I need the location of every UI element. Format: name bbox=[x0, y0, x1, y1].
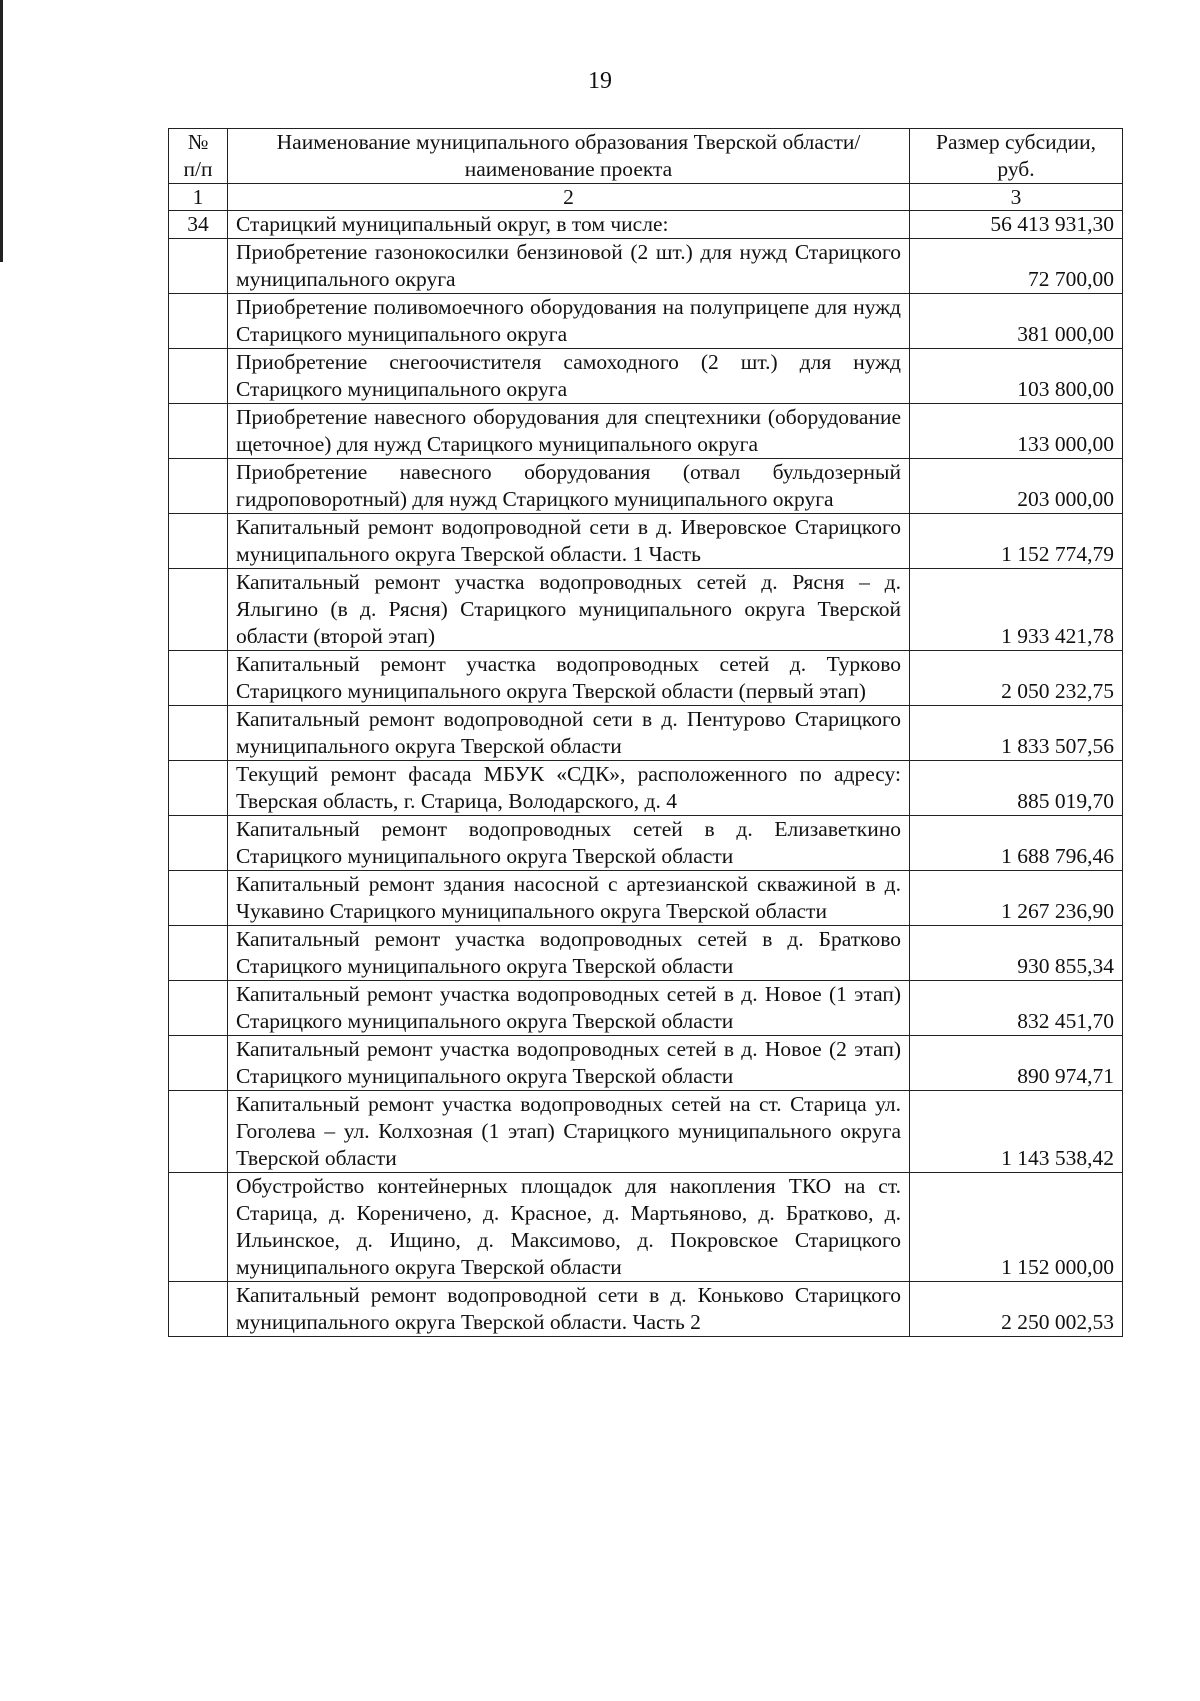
table-row bbox=[169, 981, 1123, 1036]
project-amount: 1 933 421,78 bbox=[910, 569, 1123, 651]
project-amount: 1 267 236,90 bbox=[910, 871, 1123, 926]
project-name: Капитальный ремонт участка водопроводных сетей в д. Братково Старицкого муниципального округа Тверской области bbox=[228, 926, 910, 981]
row-num-cell bbox=[169, 1036, 228, 1091]
project-amount: 2 050 232,75 bbox=[910, 651, 1123, 706]
row-num-cell bbox=[169, 1282, 228, 1337]
project-amount: 832 451,70 bbox=[910, 981, 1123, 1036]
subsidy-table-body bbox=[169, 129, 1123, 1337]
table-row bbox=[169, 349, 1123, 404]
header-num: № п/п bbox=[169, 129, 228, 184]
project-name: Капитальный ремонт участка водопроводных сетей на ст. Старица ул. Гоголева – ул. Колхозная (1 этап) Старицкого муниципального округа Тверской области bbox=[228, 1091, 910, 1173]
table-row bbox=[169, 569, 1123, 651]
project-name: Капитальный ремонт участка водопроводных сетей в д. Новое (2 этап) Старицкого муниципального округа Тверской области bbox=[228, 1036, 910, 1091]
project-name: Приобретение поливомоечного оборудования на полуприцепе для нужд Старицкого муниципального округа bbox=[228, 294, 910, 349]
table-row bbox=[169, 651, 1123, 706]
district-name: Старицкий муниципальный округ, в том числе: bbox=[228, 211, 910, 239]
project-amount: 890 974,71 bbox=[910, 1036, 1123, 1091]
column-index-1: 1 bbox=[169, 184, 228, 211]
project-amount: 2 250 002,53 bbox=[910, 1282, 1123, 1337]
project-amount: 381 000,00 bbox=[910, 294, 1123, 349]
district-row bbox=[169, 211, 1123, 239]
project-name: Капитальный ремонт здания насосной с артезианской скважиной в д. Чукавино Старицкого муниципального округа Тверской области bbox=[228, 871, 910, 926]
column-index-2: 2 bbox=[228, 184, 910, 211]
project-name: Капитальный ремонт водопроводных сетей в д. Елизаветкино Старицкого муниципального округа Тверской области bbox=[228, 816, 910, 871]
column-index-3: 3 bbox=[910, 184, 1123, 211]
table-row bbox=[169, 816, 1123, 871]
header-name: Наименование муниципального образования Тверской области/наименование проекта bbox=[228, 129, 910, 184]
project-amount: 72 700,00 bbox=[910, 239, 1123, 294]
table-row bbox=[169, 871, 1123, 926]
table-row bbox=[169, 294, 1123, 349]
row-num-cell bbox=[169, 651, 228, 706]
table-row bbox=[169, 404, 1123, 459]
row-num-cell bbox=[169, 569, 228, 651]
scan-edge-mark bbox=[0, 0, 3, 262]
project-name: Капитальный ремонт участка водопроводных сетей д. Рясня – д. Ялыгино (в д. Рясня) Старицкого муниципального округа Тверской области (второй этап) bbox=[228, 569, 910, 651]
page-number: 19 bbox=[588, 68, 612, 94]
row-num-cell bbox=[169, 1173, 228, 1282]
project-amount: 1 152 000,00 bbox=[910, 1173, 1123, 1282]
project-amount: 1 688 796,46 bbox=[910, 816, 1123, 871]
table-row bbox=[169, 706, 1123, 761]
project-amount: 203 000,00 bbox=[910, 459, 1123, 514]
project-amount: 885 019,70 bbox=[910, 761, 1123, 816]
project-name: Приобретение навесного оборудования для спецтехники (оборудование щеточное) для нужд Старицкого муниципального округа bbox=[228, 404, 910, 459]
table-header-row bbox=[169, 129, 1123, 184]
table-row bbox=[169, 761, 1123, 816]
row-num-cell bbox=[169, 706, 228, 761]
project-name: Текущий ремонт фасада МБУК «СДК», расположенного по адресу: Тверская область, г. Старица, Володарского, д. 4 bbox=[228, 761, 910, 816]
project-name: Приобретение газонокосилки бензиновой (2 шт.) для нужд Старицкого муниципального округа bbox=[228, 239, 910, 294]
project-name: Приобретение снегоочистителя самоходного (2 шт.) для нужд Старицкого муниципального округа bbox=[228, 349, 910, 404]
row-num-cell bbox=[169, 459, 228, 514]
row-num-cell bbox=[169, 816, 228, 871]
project-amount: 1 143 538,42 bbox=[910, 1091, 1123, 1173]
row-num-cell bbox=[169, 926, 228, 981]
project-name: Капитальный ремонт участка водопроводных сетей в д. Новое (1 этап) Старицкого муниципального округа Тверской области bbox=[228, 981, 910, 1036]
project-name: Обустройство контейнерных площадок для накопления ТКО на ст. Старица, д. Кореничено, д. Красное, д. Мартьяново, д. Братково, д. Ильинское, д. Ищино, д. Максимово, д. Покровское Старицкого муниципального округа Тверской области bbox=[228, 1173, 910, 1282]
table-row bbox=[169, 239, 1123, 294]
project-name: Капитальный ремонт водопроводной сети в д. Коньково Старицкого муниципального округа Тверской области. Часть 2 bbox=[228, 1282, 910, 1337]
project-name: Капитальный ремонт водопроводной сети в д. Пентурово Старицкого муниципального округа Тверской области bbox=[228, 706, 910, 761]
column-index-row bbox=[169, 184, 1123, 211]
header-amount: Размер субсидии, руб. bbox=[910, 129, 1123, 184]
table-row bbox=[169, 1282, 1123, 1337]
row-num-cell bbox=[169, 1091, 228, 1173]
district-num: 34 bbox=[169, 211, 228, 239]
row-num-cell bbox=[169, 404, 228, 459]
table-row bbox=[169, 1091, 1123, 1173]
row-num-cell bbox=[169, 871, 228, 926]
table-row bbox=[169, 514, 1123, 569]
project-amount: 1 833 507,56 bbox=[910, 706, 1123, 761]
project-amount: 1 152 774,79 bbox=[910, 514, 1123, 569]
row-num-cell bbox=[169, 981, 228, 1036]
project-name: Капитальный ремонт участка водопроводных сетей д. Турково Старицкого муниципального округа Тверской области (первый этап) bbox=[228, 651, 910, 706]
project-amount: 930 855,34 bbox=[910, 926, 1123, 981]
project-amount: 103 800,00 bbox=[910, 349, 1123, 404]
row-num-cell bbox=[169, 514, 228, 569]
district-amount: 56 413 931,30 bbox=[910, 211, 1123, 239]
row-num-cell bbox=[169, 294, 228, 349]
table-row bbox=[169, 926, 1123, 981]
project-amount: 133 000,00 bbox=[910, 404, 1123, 459]
row-num-cell bbox=[169, 349, 228, 404]
row-num-cell bbox=[169, 761, 228, 816]
project-name: Капитальный ремонт водопроводной сети в д. Иверовское Старицкого муниципального округа Тверской области. 1 Часть bbox=[228, 514, 910, 569]
row-num-cell bbox=[169, 239, 228, 294]
project-name: Приобретение навесного оборудования (отвал бульдозерный гидроповоротный) для нужд Старицкого муниципального округа bbox=[228, 459, 910, 514]
subsidy-table bbox=[168, 128, 1123, 1337]
table-row bbox=[169, 1173, 1123, 1282]
table-row bbox=[169, 1036, 1123, 1091]
table-row bbox=[169, 459, 1123, 514]
